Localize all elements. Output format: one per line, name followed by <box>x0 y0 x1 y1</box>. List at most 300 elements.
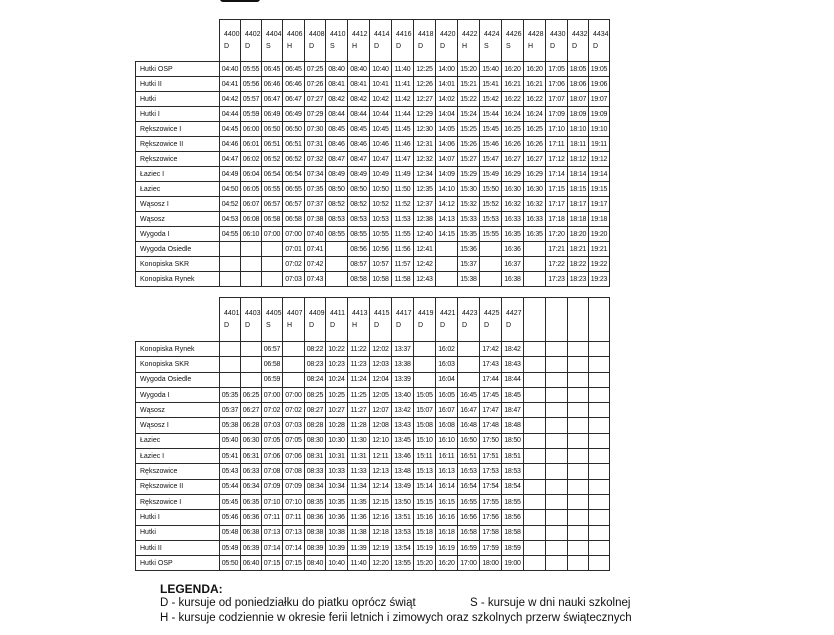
departure-time: 14:07 <box>436 152 458 167</box>
departure-time: 10:42 <box>370 92 392 107</box>
departure-time <box>568 510 589 525</box>
departure-time: 15:24 <box>458 107 480 122</box>
departure-time: 06:27 <box>241 403 262 418</box>
departure-time: 08:33 <box>305 464 326 479</box>
departure-time: 10:25 <box>326 387 348 402</box>
stop-name: Rększowice <box>136 152 220 167</box>
departure-time: 06:50 <box>283 122 305 137</box>
departure-time: 08:25 <box>305 387 326 402</box>
departure-time: 16:07 <box>436 403 458 418</box>
table-row <box>136 227 610 242</box>
departure-time: 11:46 <box>392 137 414 152</box>
departure-time: 15:22 <box>458 92 480 107</box>
departure-time <box>524 372 546 387</box>
departure-time: 18:55 <box>502 494 524 509</box>
departure-time: 17:51 <box>480 449 502 464</box>
course-type: D <box>374 42 380 50</box>
departure-time: 08:49 <box>326 167 348 182</box>
stop-name: Wygoda Osiedle <box>136 372 220 387</box>
stop-name: Łaziec I <box>136 167 220 182</box>
departure-time <box>568 372 589 387</box>
table-row <box>136 494 610 509</box>
departure-time: 11:40 <box>392 62 414 77</box>
departure-time: 16:21 <box>502 77 524 92</box>
course-number: 4410 <box>330 30 346 38</box>
departure-time <box>480 257 502 272</box>
departure-time: 12:37 <box>414 197 436 212</box>
course-header <box>326 20 348 62</box>
departure-time: 15:19 <box>414 540 436 555</box>
departure-time: 12:07 <box>370 403 392 418</box>
departure-time: 18:53 <box>502 464 524 479</box>
departure-time: 16:32 <box>524 197 546 212</box>
departure-time: 15:11 <box>414 449 436 464</box>
course-header <box>414 298 436 342</box>
departure-time: 06:58 <box>262 212 283 227</box>
stop-name: Rększowice I <box>136 494 220 509</box>
departure-time: 04:53 <box>220 212 241 227</box>
departure-time <box>589 510 610 525</box>
stop-name: Konopiska Rynek <box>136 272 220 287</box>
course-type: D <box>462 321 468 329</box>
departure-time <box>589 540 610 555</box>
course-number: 4408 <box>309 30 325 38</box>
departure-time <box>568 494 589 509</box>
departure-time: 17:21 <box>546 242 568 257</box>
departure-time <box>589 433 610 448</box>
course-number: 4411 <box>330 309 346 317</box>
departure-time: 13:50 <box>392 494 414 509</box>
departure-time <box>524 342 546 357</box>
course-type: H <box>287 321 293 329</box>
departure-time: 11:52 <box>392 197 414 212</box>
departure-time <box>546 372 568 387</box>
departure-time: 16:33 <box>502 212 524 227</box>
departure-time: 10:27 <box>326 403 348 418</box>
departure-time: 04:50 <box>220 182 241 197</box>
departure-time: 06:36 <box>241 510 262 525</box>
table-row <box>136 77 610 92</box>
departure-time: 06:25 <box>241 387 262 402</box>
departure-time <box>241 257 262 272</box>
departure-time: 16:16 <box>436 510 458 525</box>
departure-time <box>480 242 502 257</box>
departure-time: 10:34 <box>326 479 348 494</box>
departure-time: 06:40 <box>241 556 262 571</box>
departure-time: 07:25 <box>305 62 326 77</box>
departure-time: 16:30 <box>502 182 524 197</box>
departure-time: 16:24 <box>524 107 546 122</box>
departure-time: 18:15 <box>568 182 589 197</box>
departure-time: 08:57 <box>348 257 370 272</box>
departure-time: 10:49 <box>370 167 392 182</box>
departure-time: 11:28 <box>348 418 370 433</box>
departure-time: 14:00 <box>436 62 458 77</box>
departure-time: 07:03 <box>283 418 305 433</box>
departure-time: 13:43 <box>392 418 414 433</box>
departure-time: 08:47 <box>326 152 348 167</box>
departure-time: 05:56 <box>241 77 262 92</box>
course-number: 4422 <box>462 30 478 38</box>
departure-time: 15:40 <box>480 62 502 77</box>
course-number: 4419 <box>418 309 434 317</box>
course-header <box>283 20 305 62</box>
course-type: D <box>418 321 424 329</box>
stop-name: Łaziec I <box>136 449 220 464</box>
departure-time <box>589 372 610 387</box>
departure-time <box>524 403 546 418</box>
departure-time: 12:14 <box>370 479 392 494</box>
departure-time: 06:02 <box>241 152 262 167</box>
departure-time: 14:06 <box>436 137 458 152</box>
departure-time: 06:38 <box>241 525 262 540</box>
stop-name: Rększowice II <box>136 137 220 152</box>
departure-time <box>220 272 241 287</box>
departure-time: 12:29 <box>414 107 436 122</box>
table-row <box>136 464 610 479</box>
departure-time: 11:25 <box>348 387 370 402</box>
departure-time <box>524 540 546 555</box>
stop-name: Hutki II <box>136 77 220 92</box>
departure-time <box>436 272 458 287</box>
course-header <box>392 298 414 342</box>
course-type: D <box>484 321 490 329</box>
timetable-outbound <box>135 19 610 287</box>
stop-name: Rększowice I <box>136 122 220 137</box>
departure-time: 08:42 <box>326 92 348 107</box>
departure-time: 10:40 <box>370 62 392 77</box>
departure-time: 06:10 <box>241 227 262 242</box>
course-type: H <box>287 42 293 50</box>
departure-time: 12:38 <box>414 212 436 227</box>
departure-time: 16:26 <box>502 137 524 152</box>
departure-time: 06:47 <box>262 92 283 107</box>
departure-time <box>524 272 546 287</box>
course-number: 4404 <box>266 30 282 38</box>
departure-time: 06:58 <box>283 212 305 227</box>
departure-time: 05:41 <box>220 449 241 464</box>
departure-time: 17:14 <box>546 167 568 182</box>
departure-time: 04:49 <box>220 167 241 182</box>
course-header <box>348 298 370 342</box>
departure-time: 07:43 <box>305 272 326 287</box>
departure-time: 17:42 <box>480 342 502 357</box>
departure-time: 19:21 <box>589 242 610 257</box>
departure-time: 10:45 <box>370 122 392 137</box>
departure-time <box>283 357 305 372</box>
departure-time: 12:42 <box>414 257 436 272</box>
departure-time: 05:55 <box>241 62 262 77</box>
departure-time: 16:29 <box>524 167 546 182</box>
departure-time: 08:23 <box>305 357 326 372</box>
course-number: 4417 <box>396 309 412 317</box>
departure-time <box>524 525 546 540</box>
departure-time: 08:38 <box>305 525 326 540</box>
departure-time: 08:40 <box>305 556 326 571</box>
course-number: 4416 <box>396 30 412 38</box>
course-header <box>370 20 392 62</box>
course-header <box>241 298 262 342</box>
table-row <box>136 479 610 494</box>
departure-time: 05:37 <box>220 403 241 418</box>
departure-time <box>241 272 262 287</box>
departure-time: 06:46 <box>262 77 283 92</box>
departure-time: 17:20 <box>546 227 568 242</box>
departure-time: 16:02 <box>436 342 458 357</box>
departure-time: 08:40 <box>348 62 370 77</box>
course-header <box>480 20 502 62</box>
departure-time: 15:47 <box>480 152 502 167</box>
departure-time: 12:26 <box>414 77 436 92</box>
departure-time: 07:03 <box>262 418 283 433</box>
table-row <box>136 242 610 257</box>
departure-time: 07:03 <box>283 272 305 287</box>
departure-time: 05:38 <box>220 418 241 433</box>
departure-time: 17:55 <box>480 494 502 509</box>
departure-time: 19:15 <box>589 182 610 197</box>
course-number: 4403 <box>245 309 261 317</box>
departure-time: 16:51 <box>458 449 480 464</box>
stop-name: Hutki II <box>136 540 220 555</box>
departure-time: 08:30 <box>305 433 326 448</box>
departure-time: 08:47 <box>348 152 370 167</box>
departure-time <box>589 418 610 433</box>
departure-time: 12:16 <box>370 510 392 525</box>
departure-time <box>458 357 480 372</box>
departure-time: 04:45 <box>220 122 241 137</box>
table-row <box>136 525 610 540</box>
departure-time: 11:38 <box>348 525 370 540</box>
departure-time: 16:13 <box>436 464 458 479</box>
departure-time: 16:47 <box>458 403 480 418</box>
departure-time: 06:28 <box>241 418 262 433</box>
departure-time <box>589 387 610 402</box>
departure-time: 15:16 <box>414 510 436 525</box>
course-number: 4414 <box>374 30 390 38</box>
departure-time: 06:35 <box>241 494 262 509</box>
departure-time: 12:41 <box>414 242 436 257</box>
departure-time: 18:42 <box>502 342 524 357</box>
departure-time: 10:40 <box>326 556 348 571</box>
stop-name: Konopiska SKR <box>136 357 220 372</box>
departure-time: 18:00 <box>480 556 502 571</box>
course-header <box>348 20 370 62</box>
departure-time <box>283 342 305 357</box>
departure-time <box>546 342 568 357</box>
departure-time <box>524 433 546 448</box>
departure-time: 17:18 <box>546 212 568 227</box>
departure-time: 18:18 <box>568 212 589 227</box>
departure-time <box>524 257 546 272</box>
departure-time: 05:46 <box>220 510 241 525</box>
stop-name: Hutki OSP <box>136 62 220 77</box>
departure-time: 16:20 <box>436 556 458 571</box>
departure-time: 08:41 <box>348 77 370 92</box>
departure-time: 12:11 <box>370 449 392 464</box>
stop-name: Hutki <box>136 92 220 107</box>
stop-name: Hutki I <box>136 510 220 525</box>
departure-time: 17:09 <box>546 107 568 122</box>
departure-time: 15:20 <box>458 62 480 77</box>
departure-time: 07:00 <box>283 387 305 402</box>
departure-time: 17:23 <box>546 272 568 287</box>
departure-time: 08:40 <box>326 62 348 77</box>
departure-time: 15:55 <box>480 227 502 242</box>
departure-time: 07:08 <box>262 464 283 479</box>
departure-time <box>546 433 568 448</box>
departure-time: 07:10 <box>283 494 305 509</box>
course-header <box>589 20 610 62</box>
departure-time: 19:17 <box>589 197 610 212</box>
departure-time: 12:40 <box>414 227 436 242</box>
departure-time: 13:51 <box>392 510 414 525</box>
departure-time <box>262 272 283 287</box>
departure-time: 13:39 <box>392 372 414 387</box>
departure-time: 15:08 <box>414 418 436 433</box>
departure-time: 17:59 <box>480 540 502 555</box>
departure-time: 05:50 <box>220 556 241 571</box>
table-row <box>136 272 610 287</box>
departure-time: 18:06 <box>568 77 589 92</box>
departure-time: 16:30 <box>524 182 546 197</box>
stop-name: Wygoda I <box>136 387 220 402</box>
departure-time <box>568 418 589 433</box>
departure-time: 17:56 <box>480 510 502 525</box>
departure-time: 06:54 <box>262 167 283 182</box>
departure-time: 07:31 <box>305 137 326 152</box>
course-header <box>305 20 326 62</box>
departure-time: 13:53 <box>392 525 414 540</box>
table-row <box>136 540 610 555</box>
departure-time: 06:51 <box>283 137 305 152</box>
departure-time <box>414 357 436 372</box>
departure-time: 16:20 <box>502 62 524 77</box>
course-header <box>546 20 568 62</box>
course-header <box>568 20 589 62</box>
departure-time: 16:11 <box>436 449 458 464</box>
stop-name: Rększowice <box>136 464 220 479</box>
course-type: H <box>352 321 358 329</box>
cropped-heading-fragment <box>220 0 260 2</box>
departure-time: 13:54 <box>392 540 414 555</box>
table-row <box>136 403 610 418</box>
course-number: 4426 <box>506 30 522 38</box>
departure-time: 16:53 <box>458 464 480 479</box>
table-row <box>136 387 610 402</box>
course-type: S <box>266 321 271 329</box>
course-header <box>546 298 568 342</box>
departure-time: 08:41 <box>326 77 348 92</box>
departure-time: 11:58 <box>392 272 414 287</box>
departure-time: 18:14 <box>568 167 589 182</box>
table-row <box>136 372 610 387</box>
departure-time <box>568 556 589 571</box>
departure-time: 07:27 <box>305 92 326 107</box>
timetable-return <box>135 297 610 571</box>
departure-time: 10:30 <box>326 433 348 448</box>
departure-time: 07:01 <box>283 242 305 257</box>
departure-time: 10:46 <box>370 137 392 152</box>
course-type: D <box>418 42 424 50</box>
departure-time <box>589 479 610 494</box>
departure-time: 11:41 <box>392 77 414 92</box>
departure-time <box>589 357 610 372</box>
departure-time: 07:05 <box>262 433 283 448</box>
stop-name: Wąsosz I <box>136 418 220 433</box>
departure-time: 10:33 <box>326 464 348 479</box>
departure-time: 12:32 <box>414 152 436 167</box>
course-number: 4413 <box>352 309 368 317</box>
departure-time: 05:57 <box>241 92 262 107</box>
departure-time: 07:11 <box>283 510 305 525</box>
departure-time <box>546 418 568 433</box>
departure-time <box>326 242 348 257</box>
departure-time <box>480 272 502 287</box>
course-header <box>326 298 348 342</box>
departure-time: 08:52 <box>348 197 370 212</box>
stop-name: Wąsosz <box>136 212 220 227</box>
departure-time: 08:58 <box>348 272 370 287</box>
departure-time: 06:34 <box>241 479 262 494</box>
departure-time <box>524 464 546 479</box>
departure-time: 19:14 <box>589 167 610 182</box>
departure-time: 19:07 <box>589 92 610 107</box>
departure-time: 07:00 <box>262 387 283 402</box>
departure-time: 16:37 <box>502 257 524 272</box>
departure-time: 07:15 <box>283 556 305 571</box>
departure-time: 06:00 <box>241 122 262 137</box>
departure-time: 07:02 <box>283 257 305 272</box>
course-header <box>370 298 392 342</box>
departure-time: 05:35 <box>220 387 241 402</box>
departure-time: 19:22 <box>589 257 610 272</box>
departure-time: 07:42 <box>305 257 326 272</box>
departure-time: 07:14 <box>262 540 283 555</box>
departure-time: 16:35 <box>524 227 546 242</box>
course-header <box>305 298 326 342</box>
departure-time: 06:55 <box>262 182 283 197</box>
departure-time: 05:44 <box>220 479 241 494</box>
departure-time: 08:50 <box>348 182 370 197</box>
table-row <box>136 510 610 525</box>
departure-time: 18:22 <box>568 257 589 272</box>
departure-time: 07:30 <box>305 122 326 137</box>
departure-time: 15:27 <box>458 152 480 167</box>
course-header <box>220 20 241 62</box>
departure-time <box>568 387 589 402</box>
departure-time: 12:04 <box>370 372 392 387</box>
departure-time <box>589 342 610 357</box>
course-header <box>241 20 262 62</box>
departure-time: 12:13 <box>370 464 392 479</box>
departure-time: 17:15 <box>546 182 568 197</box>
departure-time: 06:47 <box>283 92 305 107</box>
departure-time <box>546 387 568 402</box>
departure-time: 19:18 <box>589 212 610 227</box>
departure-time: 07:02 <box>283 403 305 418</box>
departure-time: 16:58 <box>458 525 480 540</box>
departure-time: 17:47 <box>480 403 502 418</box>
departure-time: 16:33 <box>524 212 546 227</box>
departure-time <box>546 494 568 509</box>
departure-time: 12:35 <box>414 182 436 197</box>
departure-time: 04:52 <box>220 197 241 212</box>
departure-time <box>524 556 546 571</box>
course-type: D <box>309 321 315 329</box>
departure-time: 06:57 <box>262 342 283 357</box>
departure-time: 16:22 <box>524 92 546 107</box>
course-number: 4420 <box>440 30 456 38</box>
